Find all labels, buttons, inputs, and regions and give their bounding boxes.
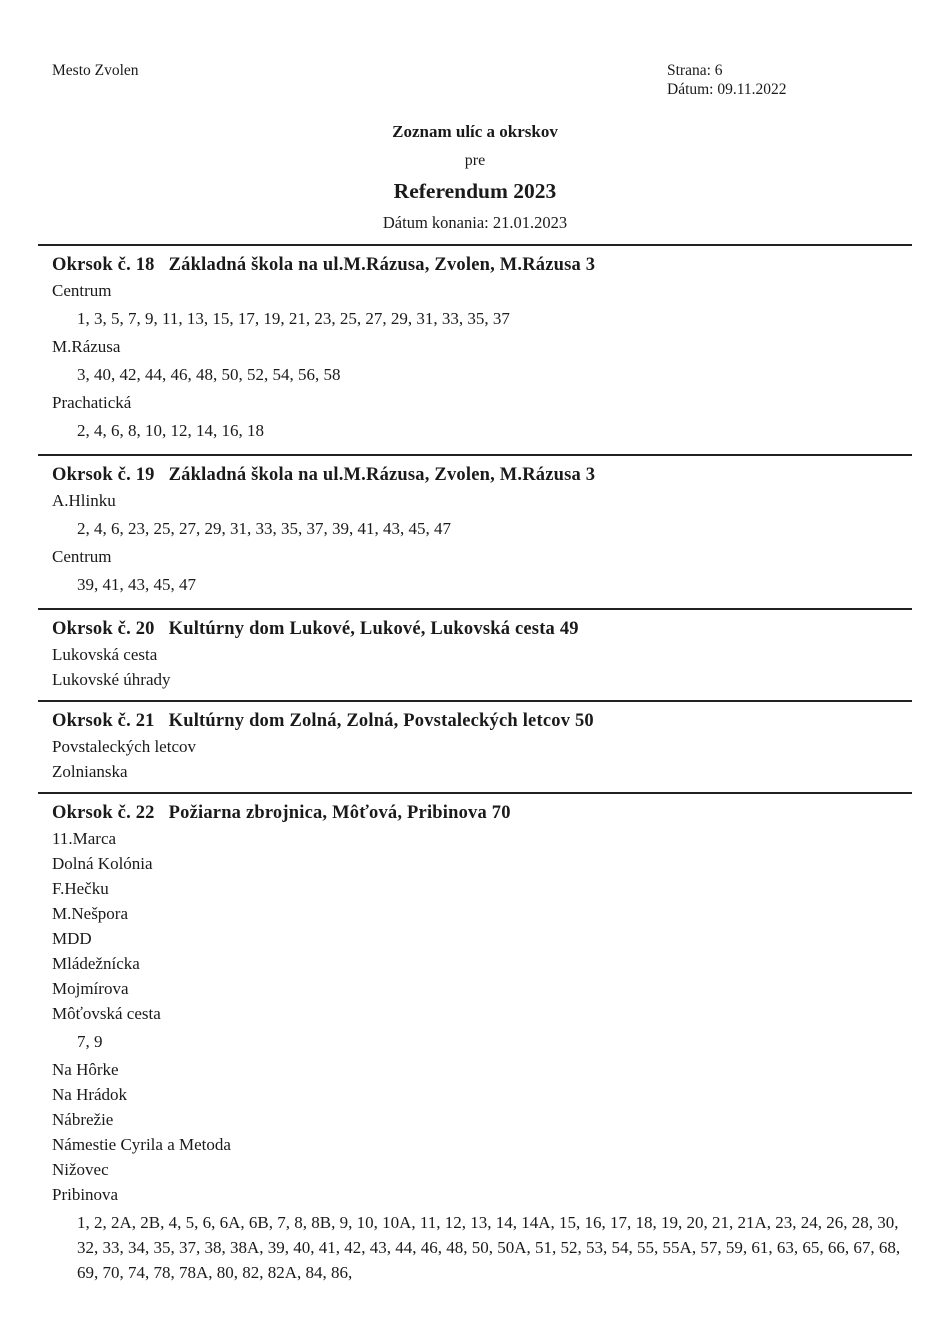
street-list	[38, 826, 912, 1296]
okrsok-heading	[38, 246, 912, 278]
okrsok-heading	[38, 610, 912, 642]
street-numbers: 2, 4, 6, 8, 10, 12, 14, 16, 18	[77, 421, 264, 440]
street-list	[38, 278, 912, 454]
referendum-title: Referendum 2023	[393, 179, 557, 203]
street-name: Nižovec	[52, 1160, 109, 1179]
okrsok-place: Základná škola na ul.M.Rázusa, Zvolen, M.Rázusa 3	[168, 465, 596, 485]
document-title: Zoznam ulíc a okrskov	[392, 122, 558, 141]
street-name: Mojmírova	[52, 979, 129, 998]
page-meta	[667, 62, 912, 100]
street-list	[38, 734, 912, 792]
okrsok-section	[38, 454, 912, 608]
street-name: F.Hečku	[52, 879, 109, 898]
sections	[38, 244, 912, 1296]
street-numbers: 1, 2, 2A, 2B, 4, 5, 6, 6A, 6B, 7, 8, 8B, 9, 10, 10A, 11, 12, 13, 14, 14A, 15, 16, 17, 18, 19, 20, 21, 21A, 23, 24, 26, 28, 30, 32, 33, 34, 35, 37, 38, 38A, 39, 40, 41, 42, 43, 44, 46, 48, 50, 50A, 51, 52, 53, 54, 55, 55A, 57, 59, 61, 63, 65, 66, 67, 68, 69, 70, 74, 78, 78A, 80, 82, 82A, 84, 86,	[77, 1213, 901, 1282]
okrsok-heading	[38, 456, 912, 488]
document-header	[38, 62, 912, 100]
street-numbers: 2, 4, 6, 23, 25, 27, 29, 31, 33, 35, 37, 39, 41, 43, 45, 47	[77, 519, 451, 538]
street-numbers: 3, 40, 42, 44, 46, 48, 50, 52, 54, 56, 58	[77, 365, 341, 384]
okrsok-label: Okrsok č. 22	[52, 803, 155, 823]
street-name: Dolná Kolónia	[52, 854, 153, 873]
organization-name: Mesto Zvolen	[52, 62, 139, 79]
page-number-label: Strana: 6	[667, 62, 723, 79]
street-name: Mládežnícka	[52, 954, 140, 973]
referendum-date: Dátum konania: 21.01.2023	[382, 213, 568, 232]
street-name: 11.Marca	[52, 829, 117, 848]
okrsok-place: Požiarna zbrojnica, Môťová, Pribinova 70	[168, 803, 511, 823]
okrsok-section	[38, 608, 912, 700]
okrsok-heading	[38, 794, 912, 826]
street-name: Povstaleckých letcov	[52, 737, 196, 756]
street-name: M.Rázusa	[52, 337, 121, 356]
street-numbers: 1, 3, 5, 7, 9, 11, 13, 15, 17, 19, 21, 23, 25, 27, 29, 31, 33, 35, 37	[77, 309, 510, 328]
street-name: Lukovská cesta	[52, 645, 158, 664]
street-name: A.Hlinku	[52, 491, 116, 510]
title-connector: pre	[464, 152, 486, 169]
okrsok-place: Základná škola na ul.M.Rázusa, Zvolen, M.Rázusa 3	[168, 255, 596, 275]
street-name: Prachatická	[52, 393, 132, 412]
okrsok-section	[38, 244, 912, 454]
street-name: Lukovské úhrady	[52, 670, 171, 689]
street-numbers: 39, 41, 43, 45, 47	[77, 575, 196, 594]
title-block	[38, 122, 912, 233]
street-list	[38, 642, 912, 700]
street-name: Zolnianska	[52, 762, 128, 781]
okrsok-label: Okrsok č. 19	[52, 465, 155, 485]
street-numbers: 7, 9	[77, 1032, 103, 1051]
okrsok-section	[38, 700, 912, 792]
okrsok-heading	[38, 702, 912, 734]
street-name: M.Nešpora	[52, 904, 129, 923]
okrsok-label: Okrsok č. 20	[52, 619, 155, 639]
street-name: Centrum	[52, 547, 112, 566]
street-list	[38, 488, 912, 608]
street-name: Námestie Cyrila a Metoda	[52, 1135, 231, 1154]
street-name: Na Hôrke	[52, 1060, 119, 1079]
street-name: Centrum	[52, 281, 112, 300]
street-name: Pribinova	[52, 1185, 119, 1204]
street-name: MDD	[52, 929, 92, 948]
okrsok-place: Kultúrny dom Lukové, Lukové, Lukovská cesta 49	[168, 619, 579, 639]
okrsok-section	[38, 792, 912, 1296]
okrsok-label: Okrsok č. 21	[52, 711, 155, 731]
street-name: Môťovská cesta	[52, 1004, 161, 1023]
okrsok-place: Kultúrny dom Zolná, Zolná, Povstaleckých letcov 50	[168, 711, 594, 731]
street-name: Nábrežie	[52, 1110, 114, 1129]
print-date-label: Dátum: 09.11.2022	[667, 81, 787, 98]
street-name: Na Hrádok	[52, 1085, 128, 1104]
okrsok-label: Okrsok č. 18	[52, 255, 155, 275]
